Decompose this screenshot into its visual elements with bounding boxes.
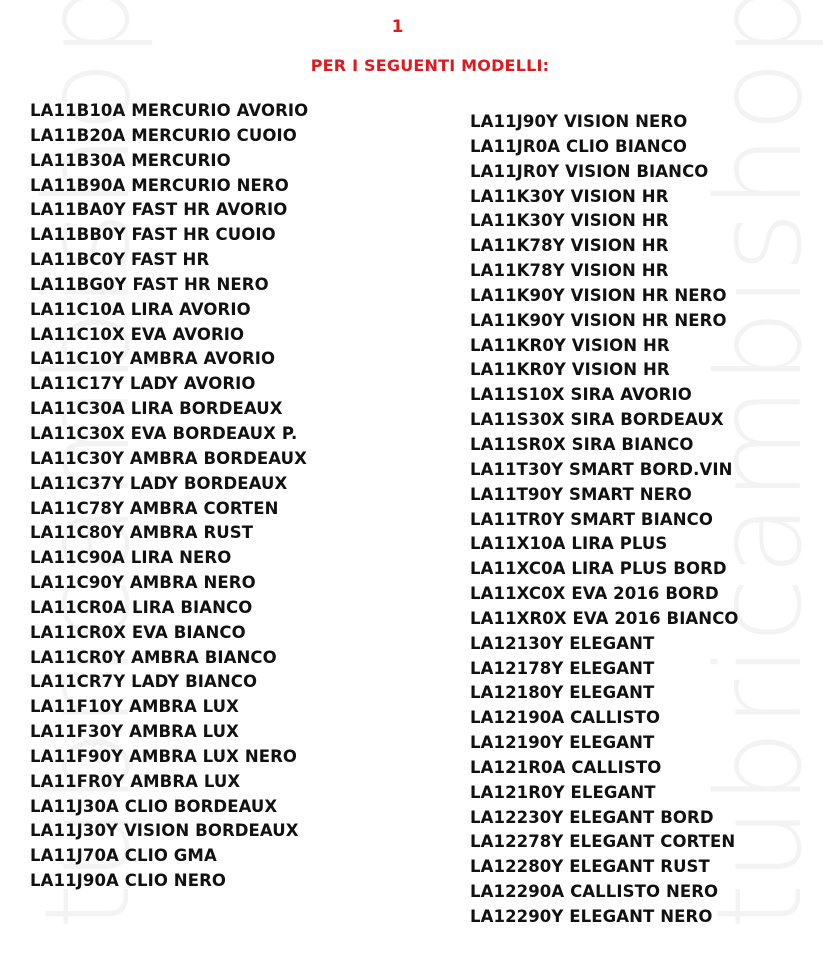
model-item: LA11BG0Y FAST HR NERO (30, 274, 269, 294)
model-item: LA11CR0Y AMBRA BIANCO (30, 647, 277, 667)
model-item: LA11J30A CLIO BORDEAUX (30, 796, 278, 816)
model-item: LA11J70A CLIO GMA (30, 846, 217, 866)
model-item: LA11JR0Y VISION BIANCO (470, 161, 709, 181)
model-item: LA11BC0Y FAST HR (30, 250, 210, 270)
model-item: LA11SR0X SIRA BIANCO (470, 434, 694, 454)
model-item: LA11C30Y AMBRA BORDEAUX (30, 448, 307, 468)
model-item: LA11S30X SIRA BORDEAUX (470, 410, 724, 430)
model-item: LA12180Y ELEGANT (470, 683, 655, 703)
model-item: LA12178Y ELEGANT (470, 658, 655, 678)
model-item: LA11C37Y LADY BORDEAUX (30, 473, 288, 493)
model-item: LA11X10A LIRA PLUS (470, 534, 668, 554)
model-item: LA11C90A LIRA NERO (30, 548, 232, 568)
page-number: 1 (391, 17, 404, 37)
model-item: LA11XR0X EVA 2016 BIANCO (470, 608, 739, 628)
model-item: LA11T90Y SMART NERO (470, 484, 692, 504)
model-item: LA11B30A MERCURIO (30, 150, 231, 170)
page-title: PER I SEGUENTI MODELLI: (310, 56, 550, 75)
model-item: LA11T30Y SMART BORD.VIN (470, 459, 733, 479)
model-item: LA11F90Y AMBRA LUX NERO (30, 746, 298, 766)
model-item: LA11KR0Y VISION HR (470, 335, 670, 355)
model-item: LA11J90A CLIO NERO (30, 871, 227, 891)
model-item: LA11C80Y AMBRA RUST (30, 523, 254, 543)
model-item: LA11TR0Y SMART BIANCO (470, 509, 713, 529)
model-item: LA11CR7Y LADY BIANCO (30, 672, 258, 692)
model-item: LA11C30A LIRA BORDEAUX (30, 399, 283, 419)
model-item: LA11KR0Y VISION HR (470, 360, 670, 380)
model-item: LA11F30Y AMBRA LUX (30, 722, 240, 742)
model-item: LA11C90Y AMBRA NERO (30, 573, 256, 593)
model-item: LA11C10X EVA AVORIO (30, 324, 245, 344)
model-item: LA11K78Y VISION HR (470, 261, 669, 281)
model-item: LA11XC0A LIRA PLUS BORD (470, 559, 727, 579)
model-item: LA11K30Y VISION HR (470, 211, 669, 231)
model-item: LA12280Y ELEGANT RUST (470, 857, 710, 877)
model-item: LA11K30Y VISION HR (470, 186, 669, 206)
model-item: LA121R0Y ELEGANT (470, 782, 656, 802)
model-item: LA12230Y ELEGANT BORD (470, 807, 714, 827)
model-item: LA12190A CALLISTO (470, 708, 661, 728)
model-item: LA11C30X EVA BORDEAUX P. (30, 423, 298, 443)
model-item: LA11K78Y VISION HR (470, 236, 669, 256)
model-item: LA11F10Y AMBRA LUX (30, 697, 240, 717)
model-item: LA11CR0A LIRA BIANCO (30, 597, 253, 617)
model-item: LA12130Y ELEGANT (470, 633, 655, 653)
model-item: LA11B10A MERCURIO AVORIO (30, 101, 309, 120)
model-item: LA12290Y ELEGANT NERO (470, 907, 713, 926)
model-item: LA11JR0A CLIO BIANCO (470, 136, 688, 156)
model-item: LA11XC0X EVA 2016 BORD (470, 584, 719, 604)
model-item: LA11BA0Y FAST HR AVORIO (30, 200, 288, 220)
model-item: LA11C10Y AMBRA AVORIO (30, 349, 276, 369)
model-item: LA11C17Y LADY AVORIO (30, 374, 256, 394)
model-item: LA11CR0X EVA BIANCO (30, 622, 246, 642)
model-item: LA11BB0Y FAST HR CUOIO (30, 225, 276, 245)
model-item: LA11FR0Y AMBRA LUX (30, 771, 241, 791)
model-item: LA11B90A MERCURIO NERO (30, 175, 289, 195)
model-item: LA12278Y ELEGANT CORTEN (470, 832, 736, 852)
model-item: LA11C78Y AMBRA CORTEN (30, 498, 279, 518)
model-item: LA12290A CALLISTO NERO (470, 882, 719, 902)
model-item: LA11S10X SIRA AVORIO (470, 385, 692, 405)
model-item: LA11C10A LIRA AVORIO (30, 299, 251, 319)
model-list-left (30, 99, 308, 894)
model-item: LA11J30Y VISION BORDEAUX (30, 821, 299, 841)
model-list-right (470, 110, 739, 930)
model-item: LA11K90Y VISION HR NERO (470, 285, 727, 305)
model-item: LA121R0A CALLISTO (470, 757, 662, 777)
model-item: LA11B20A MERCURIO CUOIO (30, 125, 297, 145)
model-item: LA12190Y ELEGANT (470, 733, 655, 753)
model-item: LA11J90Y VISION NERO (470, 112, 688, 131)
model-item: LA11K90Y VISION HR NERO (470, 310, 727, 330)
